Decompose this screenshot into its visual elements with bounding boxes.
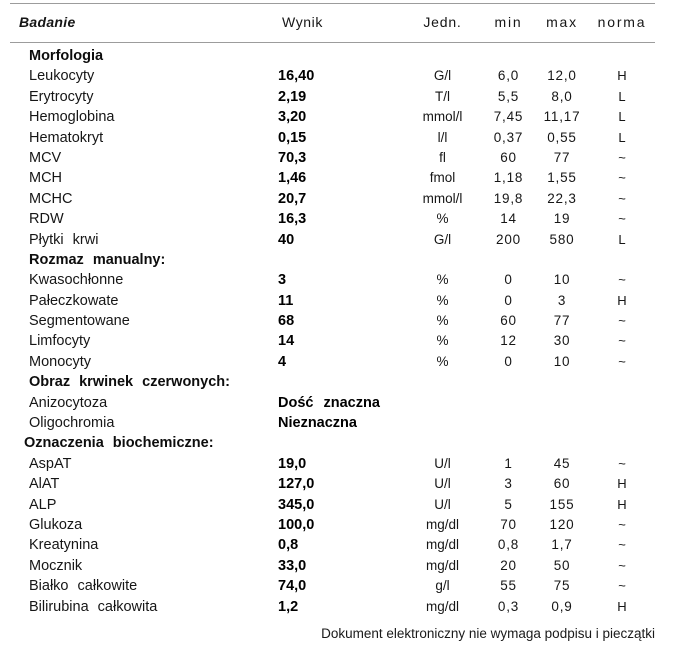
range-max: 0,55 [547, 129, 577, 145]
test-name: AspAT [29, 455, 72, 472]
result-row [0, 413, 687, 433]
test-result: 3,20 [278, 109, 307, 126]
result-row [0, 597, 687, 617]
norma-flag: L [618, 88, 626, 104]
test-result: 1,2 [278, 598, 299, 615]
result-row [0, 107, 687, 127]
test-unit: G/l [433, 68, 452, 84]
range-min: 6,0 [497, 68, 520, 84]
range-max: 22,3 [547, 190, 577, 206]
norma-flag: H [617, 68, 627, 84]
test-result: 345,0 [278, 496, 315, 513]
norma-flag: ~ [618, 557, 626, 573]
test-name: Glukoza [29, 516, 83, 533]
test-result: 2,19 [278, 88, 307, 105]
test-unit: U/l [434, 496, 451, 512]
test-result: Nieznaczna [278, 415, 357, 432]
norma-flag: ~ [618, 516, 626, 532]
range-min: 5 [504, 496, 513, 512]
test-name: Kwasochłonne [29, 272, 124, 289]
test-name: Erytrocyty [29, 88, 94, 105]
result-row [0, 535, 687, 555]
test-unit: mg/dl [425, 516, 459, 532]
range-min: 0,8 [497, 537, 520, 553]
range-max: 580 [549, 231, 575, 247]
test-unit: mmol/l [422, 190, 463, 206]
test-result: 100,0 [278, 516, 315, 533]
range-min: 200 [496, 231, 521, 247]
result-row [0, 474, 687, 494]
section-title: Oznaczenia biochemiczne: [24, 435, 214, 452]
test-result: 0,15 [278, 129, 307, 146]
result-row [0, 148, 687, 168]
section-header-row [0, 433, 687, 453]
column-header-badanie: Badanie [19, 14, 76, 30]
range-max: 155 [549, 496, 575, 512]
test-result: 74,0 [278, 578, 307, 595]
test-unit: % [436, 272, 449, 288]
test-unit: fl [439, 149, 446, 165]
range-min: 14 [500, 211, 517, 227]
norma-flag: ~ [618, 190, 626, 206]
section-header-row [0, 46, 687, 66]
test-result: 3 [278, 272, 287, 289]
test-result: 14 [278, 333, 295, 350]
result-row [0, 576, 687, 596]
range-max: 3 [557, 292, 567, 308]
test-result: 1,46 [278, 170, 307, 187]
range-max: 1,7 [551, 537, 573, 553]
norma-flag: ~ [618, 211, 626, 227]
range-max: 50 [553, 557, 571, 573]
section-header-row [0, 372, 687, 392]
test-result: 16,40 [278, 68, 315, 85]
test-name: MCV [29, 149, 62, 166]
norma-flag: ~ [618, 333, 626, 349]
test-name: RDW [29, 211, 64, 228]
norma-flag: ~ [618, 578, 626, 594]
norma-flag: ~ [618, 149, 626, 165]
section-title: Obraz krwinek czerwonych: [29, 374, 230, 391]
test-unit: mmol/l [422, 109, 463, 125]
test-name: Mocznik [29, 557, 83, 574]
range-max: 45 [553, 455, 571, 471]
result-row [0, 311, 687, 331]
range-min: 55 [500, 578, 517, 594]
test-result: 0,8 [278, 537, 299, 554]
test-name: AlAT [29, 476, 60, 493]
range-min: 1,18 [493, 170, 524, 186]
test-unit: % [436, 292, 449, 308]
test-name: Monocyty [29, 353, 92, 370]
range-min: 5,5 [497, 88, 520, 104]
result-row [0, 352, 687, 372]
result-row [0, 128, 687, 148]
norma-flag: H [617, 476, 627, 492]
range-min: 0 [504, 272, 513, 288]
test-name: Kreatynina [29, 537, 99, 554]
test-result: 127,0 [278, 476, 315, 493]
test-unit: mg/dl [425, 537, 459, 553]
table-header-row [0, 12, 687, 32]
test-unit: G/l [433, 231, 452, 247]
range-min: 60 [500, 149, 517, 165]
test-name: Limfocyty [29, 333, 91, 350]
column-header-norma: norma [597, 14, 647, 30]
test-name: Hematokryt [29, 129, 104, 146]
test-name: ALP [29, 496, 57, 513]
top-rule [10, 3, 655, 4]
norma-flag: L [618, 109, 626, 125]
range-min: 0 [504, 353, 513, 369]
column-header-jedn: Jedn. [423, 14, 462, 30]
range-min: 12 [500, 333, 517, 349]
norma-flag: L [618, 129, 626, 145]
norma-flag: ~ [618, 537, 626, 553]
result-row [0, 87, 687, 107]
range-min: 7,45 [493, 109, 524, 125]
test-result: Dość znaczna [278, 394, 380, 411]
test-unit: U/l [434, 455, 451, 471]
range-min: 1 [504, 455, 513, 471]
test-result: 33,0 [278, 557, 307, 574]
result-row [0, 393, 687, 413]
test-result: 16,3 [278, 211, 307, 228]
column-header-min: min [494, 14, 523, 30]
test-name: Bilirubina całkowita [29, 598, 158, 615]
test-result: 4 [278, 353, 287, 370]
norma-flag: ~ [618, 455, 626, 471]
column-header-max: max [546, 14, 578, 30]
result-row [0, 515, 687, 535]
range-max: 120 [549, 516, 575, 532]
range-max: 77 [553, 313, 571, 329]
test-name: MCH [29, 170, 63, 187]
test-unit: l/l [437, 129, 448, 145]
range-min: 3 [504, 476, 513, 492]
range-max: 19 [553, 211, 571, 227]
result-row [0, 270, 687, 290]
test-name: Oligochromia [29, 415, 115, 432]
test-result: 11 [278, 292, 294, 309]
result-row [0, 454, 687, 474]
test-unit: U/l [434, 476, 451, 492]
test-unit: fmol [429, 170, 456, 186]
test-name: Pałeczkowate [29, 292, 119, 309]
test-name: Płytki krwi [29, 231, 99, 248]
test-result: 68 [278, 313, 295, 330]
norma-flag: H [617, 496, 627, 512]
test-name: Białko całkowite [29, 578, 138, 595]
test-unit: g/l [435, 578, 450, 594]
test-name: Hemoglobina [29, 109, 115, 126]
norma-flag: ~ [618, 313, 626, 329]
test-result: 40 [278, 231, 295, 248]
norma-flag: L [618, 231, 626, 247]
column-header-wynik: Wynik [282, 14, 323, 30]
test-unit: T/l [435, 88, 450, 104]
range-max: 77 [553, 149, 571, 165]
range-max: 10 [553, 353, 571, 369]
range-max: 30 [553, 333, 571, 349]
test-unit: % [436, 313, 449, 329]
range-max: 12,0 [547, 68, 577, 84]
section-header-row [0, 250, 687, 270]
test-name: Segmentowane [29, 313, 130, 330]
range-max: 60 [553, 476, 571, 492]
range-max: 11,17 [543, 109, 581, 125]
range-max: 0,9 [551, 598, 573, 614]
test-name: Leukocyty [29, 68, 95, 85]
result-row [0, 556, 687, 576]
test-name: Anizocytoza [29, 394, 108, 411]
range-min: 19,8 [493, 190, 524, 206]
section-title: Rozmaz manualny: [29, 251, 166, 268]
result-row [0, 291, 687, 311]
result-row [0, 331, 687, 351]
result-row [0, 66, 687, 86]
footer-disclaimer: Dokument elektroniczny nie wymaga podpisu i pieczątki [321, 626, 655, 641]
range-max: 10 [553, 272, 571, 288]
range-min: 0,3 [497, 598, 520, 614]
test-unit: % [436, 353, 449, 369]
result-row [0, 168, 687, 188]
result-row [0, 189, 687, 209]
norma-flag: ~ [618, 353, 626, 369]
test-unit: % [436, 333, 449, 349]
norma-flag: H [617, 598, 627, 614]
test-unit: mg/dl [425, 557, 459, 573]
result-row [0, 495, 687, 515]
range-min: 0 [504, 292, 513, 308]
norma-flag: H [617, 292, 627, 308]
range-min: 70 [500, 516, 517, 532]
range-min: 20 [500, 557, 517, 573]
range-max: 75 [553, 578, 571, 594]
range-max: 1,55 [547, 170, 577, 186]
test-result: 19,0 [278, 455, 307, 472]
norma-flag: ~ [618, 170, 626, 186]
result-row [0, 230, 687, 250]
result-row [0, 209, 687, 229]
range-max: 8,0 [551, 88, 573, 104]
range-min: 60 [500, 313, 517, 329]
header-rule [10, 42, 655, 43]
test-name: MCHC [29, 190, 73, 207]
results-table-body [0, 46, 687, 617]
norma-flag: ~ [618, 272, 626, 288]
test-unit: % [436, 211, 449, 227]
test-result: 70,3 [278, 149, 307, 166]
test-result: 20,7 [278, 190, 307, 207]
section-title: Morfologia [29, 48, 104, 64]
range-min: 0,37 [493, 129, 524, 145]
test-unit: mg/dl [425, 598, 459, 614]
